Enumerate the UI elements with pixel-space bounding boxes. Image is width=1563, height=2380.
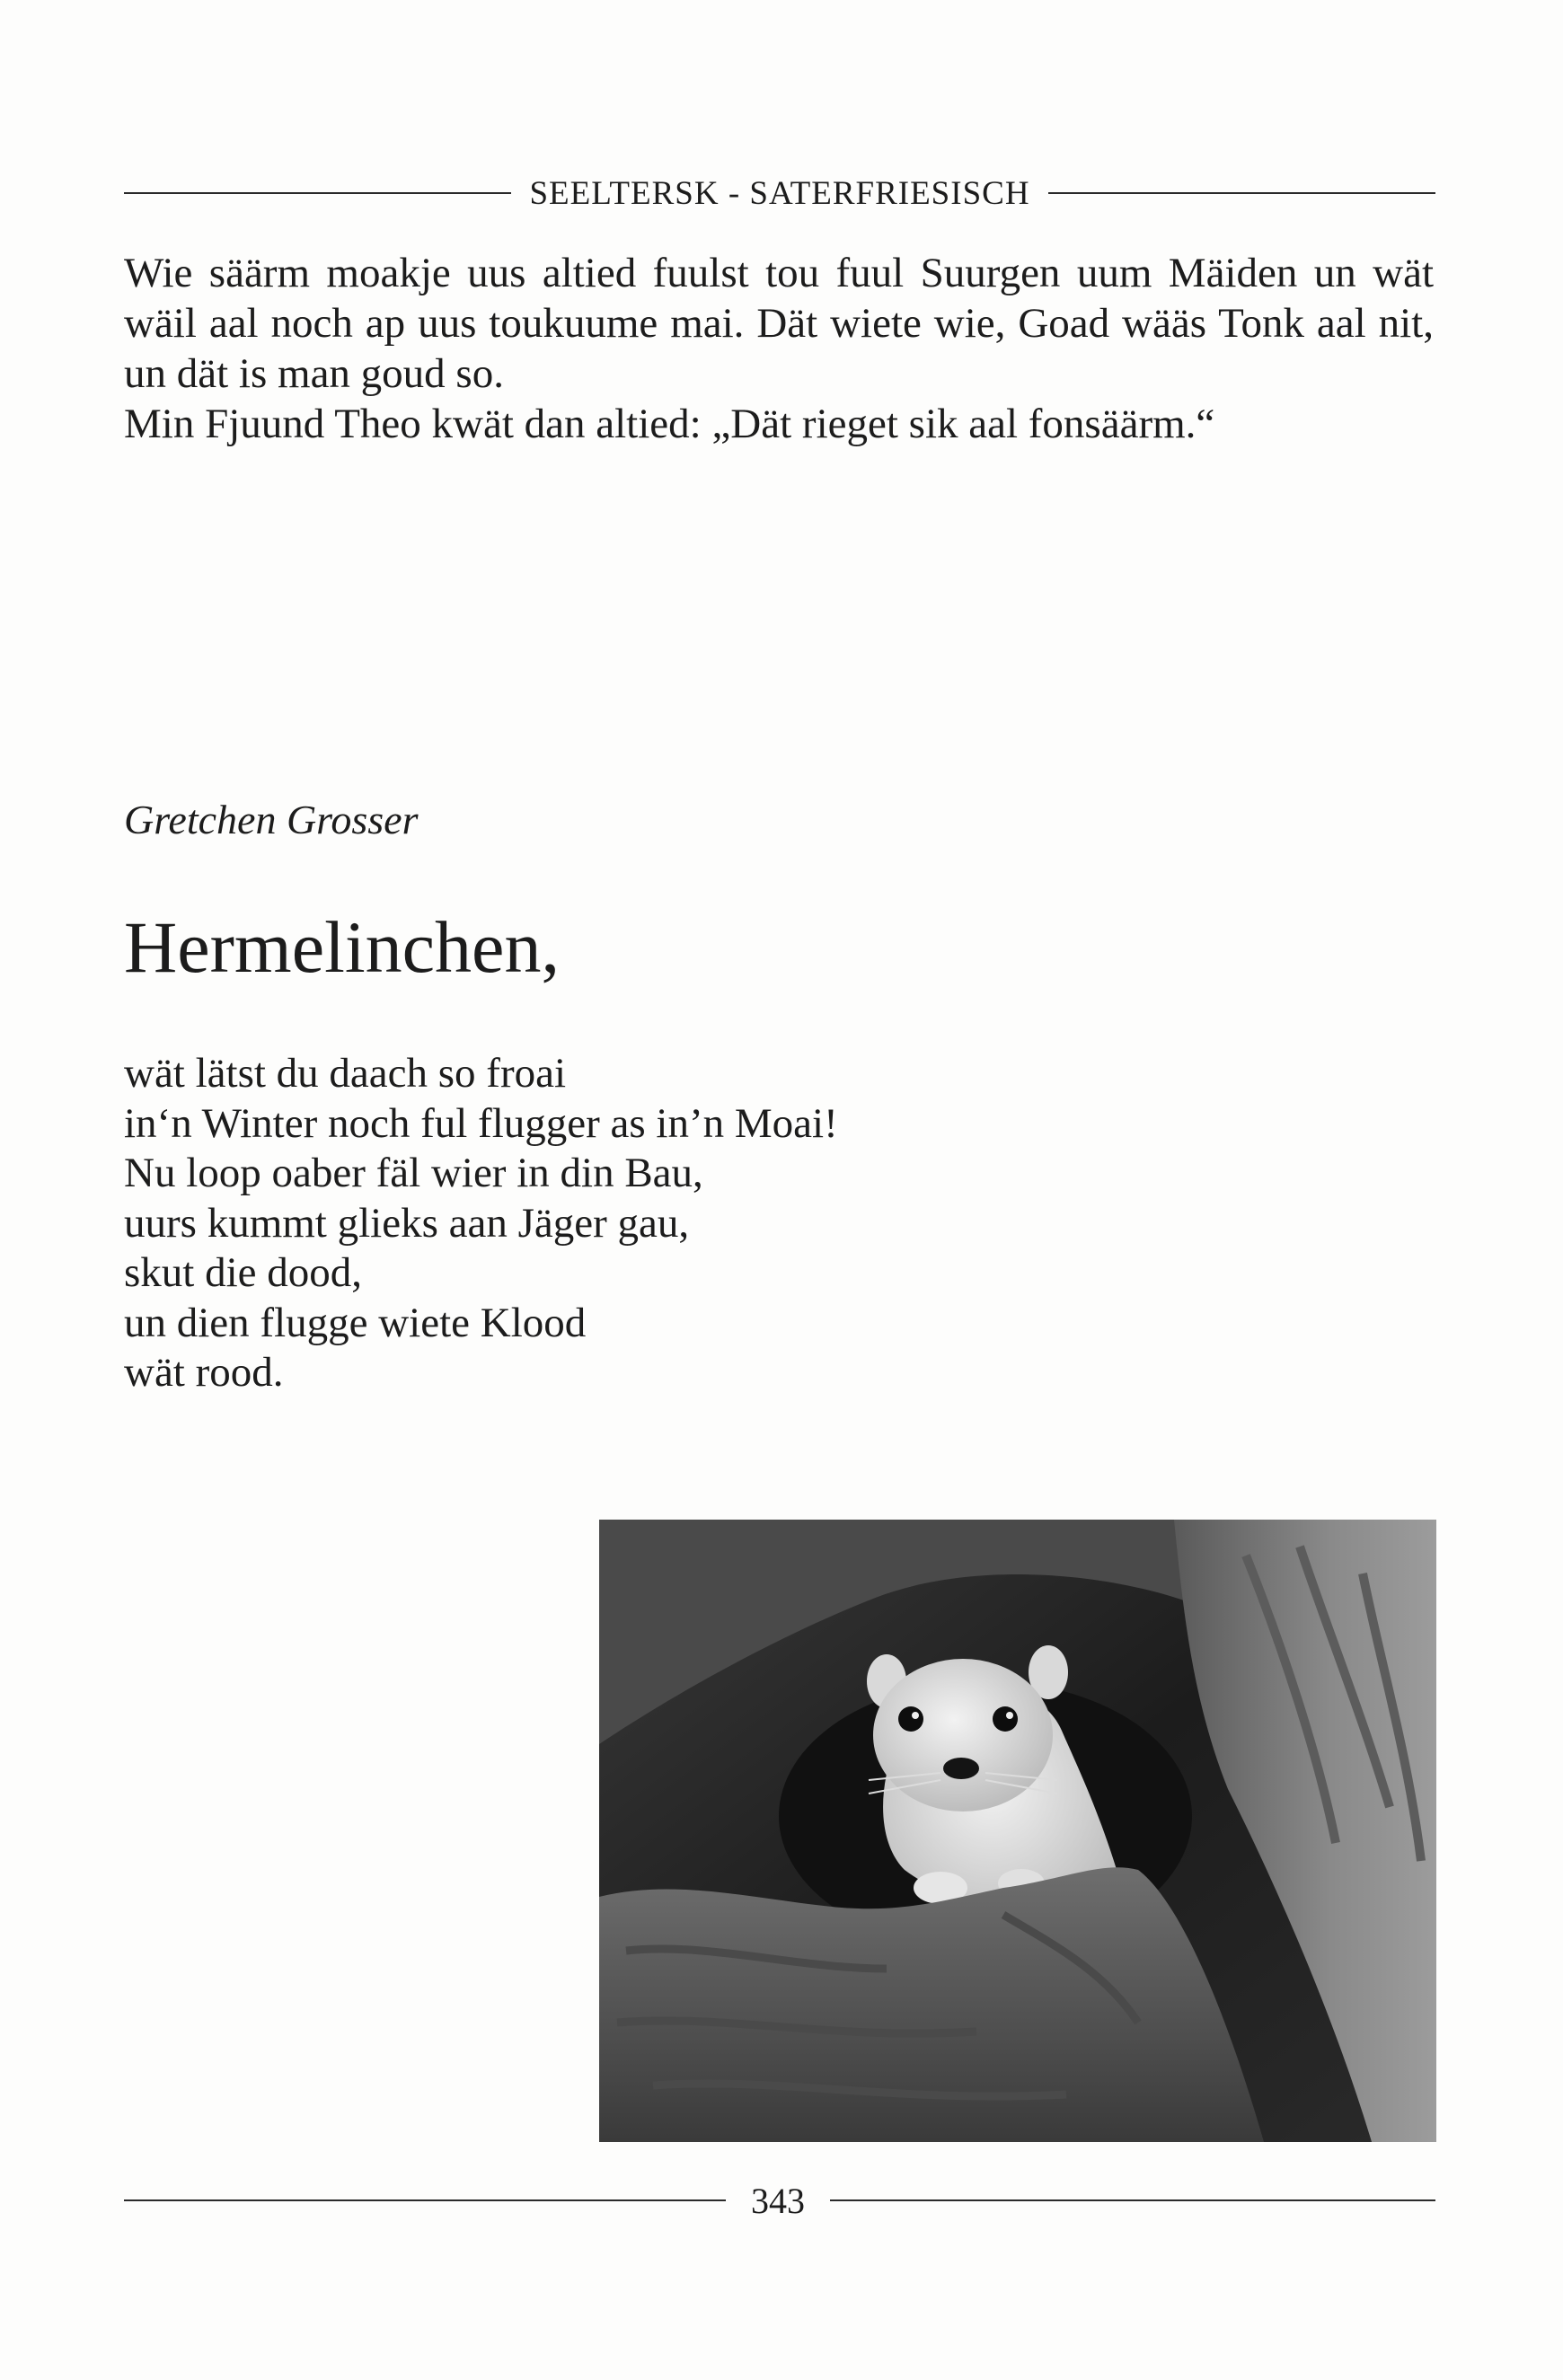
running-header: [124, 171, 1435, 216]
ermine-head: [873, 1659, 1053, 1811]
ermine-eye-right: [993, 1706, 1018, 1732]
eye-glint-left: [912, 1712, 919, 1719]
page-footer: [124, 2173, 1435, 2227]
intro-paragraph-2: Min Fjuund Theo kwät dan altied: „Dät rieget sik aal fonsäärm.“: [124, 401, 1215, 447]
ermine-nose: [943, 1758, 979, 1779]
running-title: SEELTERSK - SATERFRIESISCH: [529, 174, 1030, 212]
intro-paragraph-1: Wie säärm moakje uus altied fuulst tou fuul Suurgen uum Mäiden un wät wäil aal noch ap uus toukuume mai. Dät wiete wie, Goad wääs Tonk aal nit, un dät is man goud so.: [124, 250, 1434, 397]
poem-title: Hermelinchen,: [124, 906, 560, 988]
footer-rule-right: [830, 2199, 1435, 2201]
poem-line: uurs kummt glieks aan Jäger gau,: [124, 1199, 690, 1247]
poem-line: un dien flugge wiete Klood: [124, 1299, 587, 1346]
page-number: 343: [751, 2180, 805, 2221]
poem-line: in‘n Winter noch ful flugger as in’n Moai!: [124, 1099, 838, 1147]
poem-line: skut die dood,: [124, 1249, 363, 1296]
poem-body: [124, 1049, 838, 1398]
ermine-eye-left: [898, 1706, 923, 1732]
ermine-photo: [599, 1520, 1436, 2142]
foreground-log: [599, 1867, 1264, 2142]
header-rule-right: [1048, 192, 1435, 194]
intro-text: [124, 248, 1434, 449]
poem-line: Nu loop oaber fäl wier in din Bau,: [124, 1150, 703, 1196]
eye-glint-right: [1006, 1712, 1013, 1719]
footer-rule-left: [124, 2199, 726, 2201]
header-rule-left: [124, 192, 511, 194]
poem-line: wät lätst du daach so froai: [124, 1050, 567, 1097]
poem-author: Gretchen Grosser: [124, 797, 419, 842]
ermine-photo-illustration: [599, 1520, 1436, 2142]
poem-line: wät rood.: [124, 1349, 284, 1396]
